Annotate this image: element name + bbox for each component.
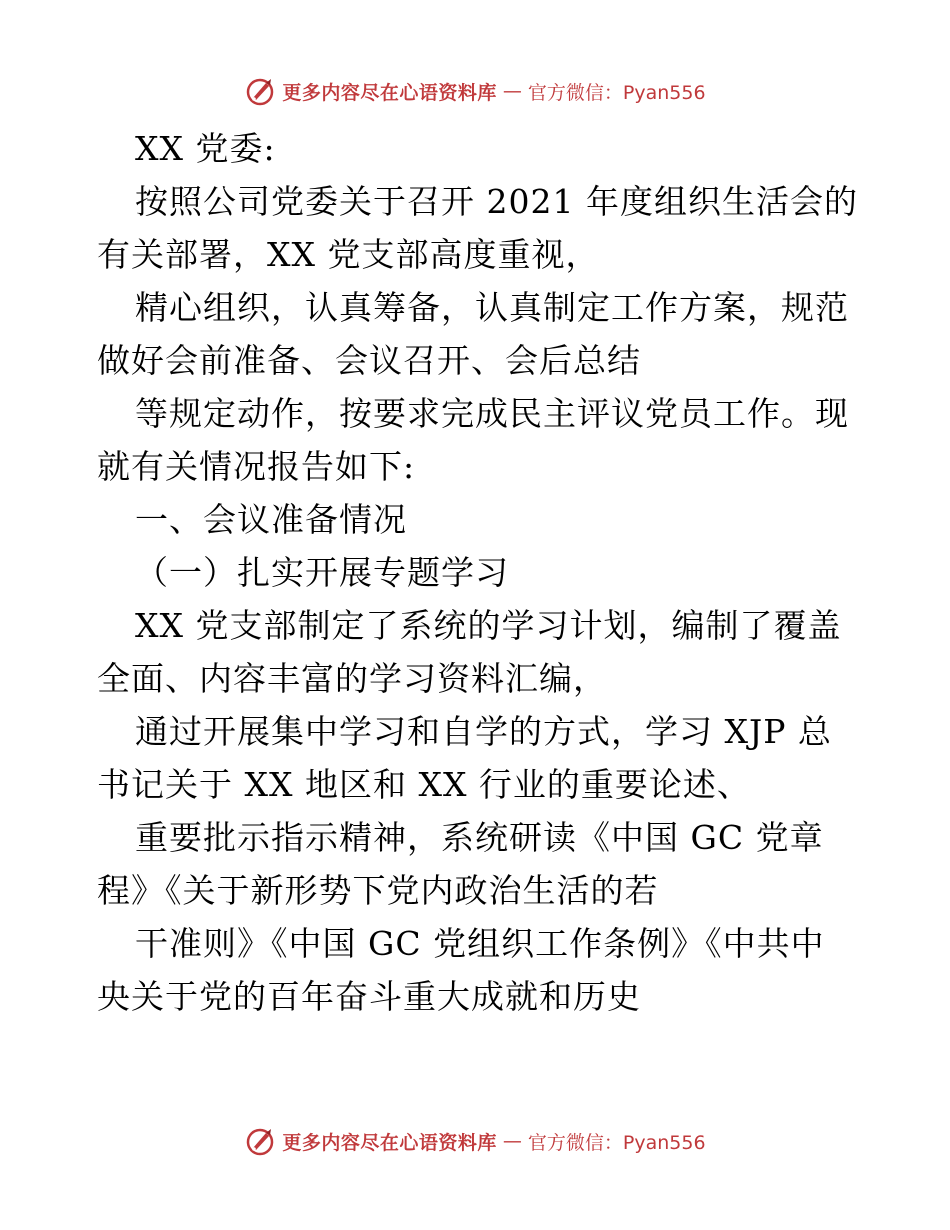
paragraph-line: 重要批示指示精神，系统研读《中国 GC 党章 bbox=[135, 818, 824, 857]
paragraph-line: 做好会前准备、会议召开、会后总结 bbox=[97, 341, 641, 380]
section-heading: 一、会议准备情况 bbox=[135, 500, 407, 539]
watermark-contact: 官方微信：Pyan556 bbox=[527, 81, 706, 104]
watermark-separator: — bbox=[502, 80, 522, 102]
subsection-heading: （一）扎实开展专题学习 bbox=[135, 553, 509, 592]
paragraph-line: 书记关于 XX 地区和 XX 行业的重要论述、 bbox=[97, 765, 751, 804]
paragraph-line: XX 党支部制定了系统的学习计划，编制了覆盖 bbox=[135, 606, 842, 645]
paragraph-line: 等规定动作，按要求完成民主评议党员工作。现 bbox=[135, 394, 849, 433]
paragraph-line: 程》《关于新形势下党内政治生活的若 bbox=[97, 871, 659, 910]
paragraph-line: 干准则》《中国 GC 党组织工作条例》《中共中 bbox=[135, 924, 825, 963]
paragraph-line: 按照公司党委关于召开 2021 年度组织生活会的 bbox=[135, 182, 858, 221]
paragraph-line: 精心组织，认真筹备，认真制定工作方案，规范 bbox=[135, 288, 849, 327]
watermark-separator: — bbox=[502, 1130, 522, 1152]
header-watermark bbox=[0, 71, 950, 111]
watermark-text: 更多内容尽在心语资料库 bbox=[282, 81, 497, 104]
watermark-text: 更多内容尽在心语资料库 bbox=[282, 1131, 497, 1154]
paragraph-line: 央关于党的百年奋斗重大成就和历史 bbox=[97, 977, 641, 1016]
document-body bbox=[97, 122, 857, 1023]
paragraph-line: 有关部署，XX 党支部高度重视， bbox=[97, 235, 600, 274]
quill-pen-logo-icon bbox=[244, 75, 276, 107]
paragraph-line: 通过开展集中学习和自学的方式，学习 XJP 总 bbox=[135, 712, 832, 751]
watermark-contact: 官方微信：Pyan556 bbox=[527, 1131, 706, 1154]
quill-pen-logo-icon bbox=[244, 1125, 276, 1157]
footer-watermark bbox=[0, 1121, 950, 1161]
salutation: XX 党委: bbox=[135, 129, 276, 168]
paragraph-line: 全面、内容丰富的学习资料汇编， bbox=[97, 659, 607, 698]
paragraph-line: 就有关情况报告如下: bbox=[97, 447, 416, 486]
